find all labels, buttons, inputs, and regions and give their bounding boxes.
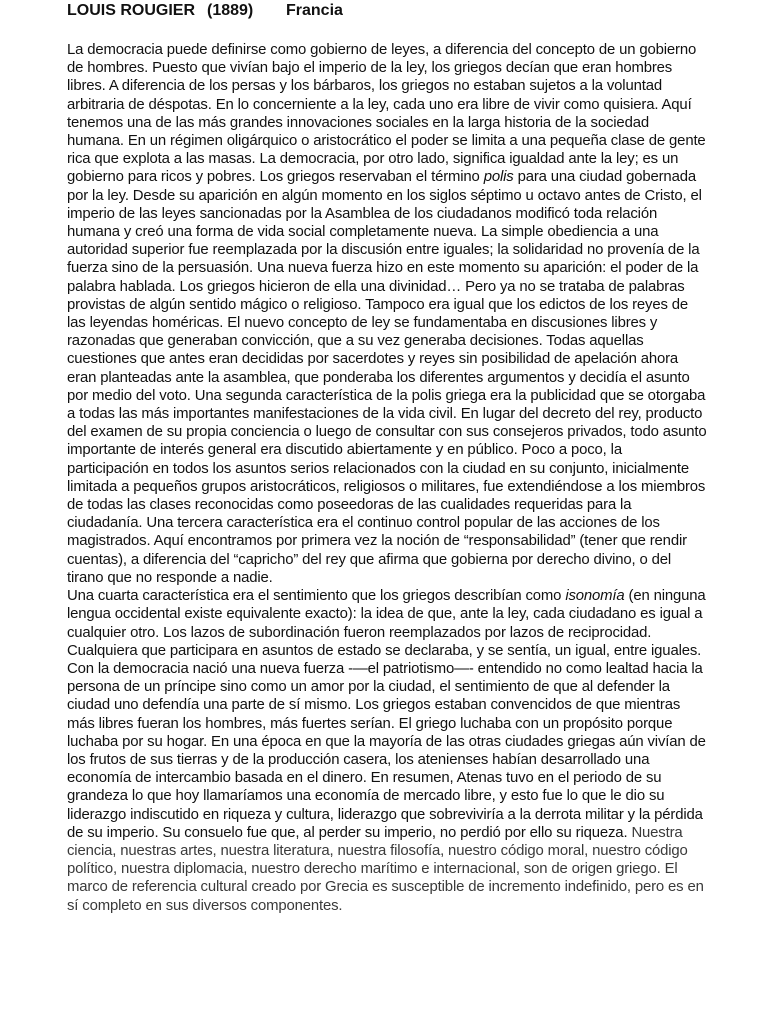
- birth-year: (1889): [207, 2, 254, 19]
- paragraph-1: [67, 41, 707, 587]
- paragraph-1-text-b: para una ciudad gobernada por la ley. Desde su aparición en algún momento en los siglos séptimo u octavo antes de Cristo, el imperio de las leyes sancionadas por la Asamblea de los ciudadanos modificó toda relación humana y creó una forma de vida social completamente nueva. La simple obediencia a una autoridad superior fue reemplazada por la discusión entre iguales; la solidaridad no provenía de la fuerza sino de la persuasión. Una nueva fuerza hizo en este momento su aparición: el poder de la palabra hablada. Los griegos hicieron de ella una divinidad… Pero ya no se trataba de palabras provistas de algún sentido mágico o religioso. Tampoco era igual que los edictos de los reyes de las leyendas homéricas. El nuevo concepto de ley se fundamentaba en discusiones libres y razonadas que generaban convicción, que a su vez generaba decisiones. Todas aquellas cuestiones que antes eran decididas por sacerdotes y reyes sin posibilidad de apelación ahora eran planteadas ante la asamblea, que ponderaba los diferentes argumentos y decidía el asunto por medio del voto. Una segunda característica de la polis griega era la publicidad que se otorgaba a todas las más importantes manifestaciones de la vida civil. En lugar del decreto del rey, producto del examen de su propia conciencia o luego de consultar con sus consejeros privados, todo asunto importante de interés general era discutido abiertamente y en público. Poco a poco, la participación en todos los asuntos serios relacionados con la ciudad en su conjunto, inicialmente limitada a pequeños grupos aristocráticos, religiosos o militares, fue extendiéndose a los miembros de todas las clases reconocidas como poseedoras de las cualidades requeridas para la ciudadanía. Una tercera característica era el continuo control popular de las acciones de los magistrados. Aquí encontramos por primera vez la noción de “responsabilidad” (tener que rendir cuentas), a diferencia del “capricho” del rey que afirma que gobierna por derecho divino, o del tirano que no responde a nadie.: [67, 169, 707, 586]
- paragraph-2-text-c: Nuestra ciencia, nuestras artes, nuestra literatura, nuestra filosofía, nuestro código moral, nuestro código político, nuestra diplomacia, nuestro derecho marítimo e internacional, son de origen griego. El marco de referencia cultural creado por Grecia es susceptible de incremento indefinido, pero es en sí completo en sus diversos componentes.: [67, 824, 704, 914]
- paragraph-1-text-a: La democracia puede definirse como gobierno de leyes, a diferencia del concepto de un gobierno de hombres. Puesto que vivían bajo el imperio de la ley, los griegos decían que eran hombres libres. A diferencia de los persas y los bárbaros, los griegos no estaban sujetos a la voluntad arbitraria de déspotas. En lo concerniente a la ley, cada uno era libre de vivir como quisiera. Aquí tenemos una de las más grandes innovaciones sociales en la larga historia de la sociedad humana. En un régimen oligárquico o aristocrático el poder se limita a una pequeña clase de gente rica que explota a las masas. La democracia, por otro lado, significa igualdad ante la ley; es un gobierno para ricos y pobres. Los griegos reservaban el término: [67, 42, 706, 186]
- country: Francia: [286, 2, 343, 19]
- document-header: [67, 2, 343, 20]
- article-body: [67, 41, 707, 915]
- paragraph-2-text-a: Una cuarta característica era el sentimiento que los griegos describían como: [67, 588, 562, 605]
- paragraph-2-text-b: (en ninguna lengua occidental existe equivalente exacto): la idea de que, ante la ley, cada ciudadano es igual a cualquier otro. Los lazos de subordinación fueron reemplazados por lazos de reciprocidad. Cualquiera que participara en asuntos de estado se declaraba, y se sentía, un igual, entre iguales. Con la democracia nació una nueva fuerza -—el patriotismo—- entendido no como lealtad hacia la persona de un príncipe sino como un amor por la ciudad, el sentimiento de que al defender la ciudad uno defendía una parte de sí mismo. Los griegos estaban convencidos de que mientras más libres fueran los hombres, más fuertes serían. El griego luchaba con un propósito porque luchaba por su hogar. En una época en que la mayoría de las otras ciudades griegas aún vivían de los frutos de sus tierras y de la producción casera, los atenienses habían desarrollado una economía de intercambio basada en el dinero. En resumen, Atenas tuvo en el periodo de su grandeza lo que hoy llamaríamos una economía de mercado libre, y esto fue lo que le dio su liderazgo indiscutido en riqueza y cultura, liderazgo que sobreviviría a la derrota militar y la pérdida de su imperio. Su consuelo fue que, al perder su imperio, no perdió por ello su riqueza.: [67, 588, 706, 841]
- term-isonomia: isonomía: [565, 588, 625, 605]
- author-name: LOUIS ROUGIER: [67, 2, 196, 19]
- paragraph-2: [67, 587, 707, 915]
- term-polis: polis: [483, 169, 514, 186]
